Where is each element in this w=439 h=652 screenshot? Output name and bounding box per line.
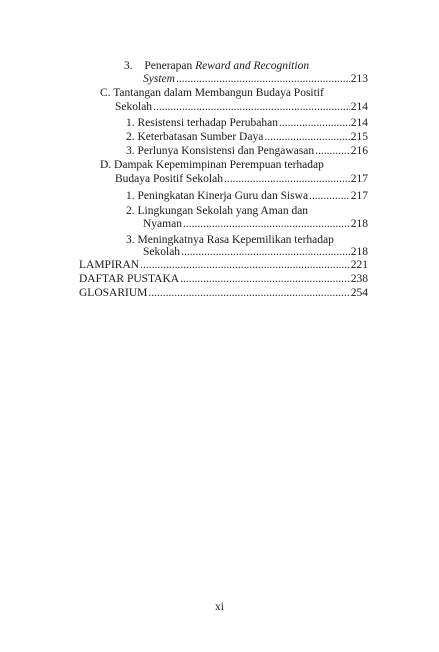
toc-entry-c-title-cont: Sekolah bbox=[115, 101, 153, 113]
toc-entry-d bbox=[115, 172, 368, 186]
toc-entry-c2 bbox=[126, 130, 368, 144]
leader-dots bbox=[279, 116, 350, 130]
toc-entry-d-title-cont: Budaya Positif Sekolah bbox=[115, 173, 223, 185]
leader-dots bbox=[148, 286, 349, 300]
toc-entry-lampiran-title: LAMPIRAN bbox=[79, 259, 140, 271]
toc-entry-b3-title-italic: Reward and Recognition bbox=[195, 60, 310, 72]
leader-dots bbox=[181, 245, 350, 259]
leader-dots bbox=[176, 72, 350, 86]
toc-entry-c1-page: 214 bbox=[350, 117, 368, 129]
toc-entry-glosarium bbox=[79, 286, 368, 300]
toc-entry-c bbox=[115, 100, 368, 114]
toc-entry-d3-title-cont: Sekolah bbox=[143, 246, 181, 258]
toc-entry-c3-page: 216 bbox=[350, 145, 368, 157]
toc-entry-b3-number: 3. bbox=[124, 60, 133, 72]
leader-dots bbox=[224, 172, 350, 186]
toc-entry-d1-title: 1. Peningkatan Kinerja Guru dan Siswa bbox=[126, 190, 309, 202]
toc-entry-b3-title-cont: System bbox=[143, 73, 175, 85]
toc-entry-lampiran-page: 221 bbox=[350, 259, 368, 271]
toc-entry-b3-page: 213 bbox=[350, 73, 368, 85]
leader-dots bbox=[140, 258, 350, 272]
page-number: xi bbox=[215, 601, 224, 613]
leader-dots bbox=[309, 189, 350, 203]
toc-entry-b3 bbox=[143, 72, 368, 86]
toc-entry-d3-line1: 3. Meningkatnya Rasa Kepemilikan terhadap bbox=[126, 234, 334, 246]
toc-entry-lampiran bbox=[79, 258, 368, 272]
toc-entry-d2-title-cont: Nyaman bbox=[143, 218, 182, 230]
leader-dots bbox=[315, 144, 350, 158]
toc-entry-d-page: 217 bbox=[350, 173, 368, 185]
toc-entry-c2-page: 215 bbox=[350, 131, 368, 143]
toc-entry-daftar-pustaka-title: DAFTAR PUSTAKA bbox=[79, 273, 180, 285]
toc-entry-c1-title: 1. Resistensi terhadap Perubahan bbox=[126, 117, 279, 129]
toc-entry-d3-page: 218 bbox=[350, 246, 368, 258]
toc-entry-c1 bbox=[126, 116, 368, 130]
toc-entry-d2 bbox=[143, 217, 368, 231]
toc-entry-c-page: 214 bbox=[350, 101, 368, 113]
toc-entry-d1-page: 217 bbox=[350, 190, 368, 202]
leader-dots bbox=[180, 272, 350, 286]
toc-entry-glosarium-title: GLOSARIUM bbox=[79, 287, 148, 299]
leader-dots bbox=[264, 130, 349, 144]
toc-entry-d3 bbox=[143, 245, 368, 259]
toc-entry-glosarium-page: 254 bbox=[350, 287, 368, 299]
toc-entry-b3-title: Penerapan bbox=[144, 60, 196, 72]
toc-entry-d2-line1: 2. Lingkungan Sekolah yang Aman dan bbox=[126, 205, 309, 217]
toc-entry-d-line1: D. Dampak Kepemimpinan Perempuan terhadap bbox=[100, 159, 324, 171]
toc-entry-c-line1: C. Tantangan dalam Membangun Budaya Positif bbox=[100, 87, 324, 99]
leader-dots bbox=[153, 100, 350, 114]
leader-dots bbox=[183, 217, 350, 231]
toc-entry-daftar-pustaka bbox=[79, 272, 368, 286]
toc-entry-c3 bbox=[126, 144, 368, 158]
toc-entry-b3-line1 bbox=[124, 59, 309, 73]
toc-entry-d1 bbox=[126, 189, 368, 203]
toc-entry-c2-title: 2. Keterbatasan Sumber Daya bbox=[126, 131, 264, 143]
toc-entry-daftar-pustaka-page: 238 bbox=[350, 273, 368, 285]
toc-entry-d2-page: 218 bbox=[350, 218, 368, 230]
toc-entry-c3-title: 3. Perlunya Konsistensi dan Pengawasan bbox=[126, 145, 315, 157]
